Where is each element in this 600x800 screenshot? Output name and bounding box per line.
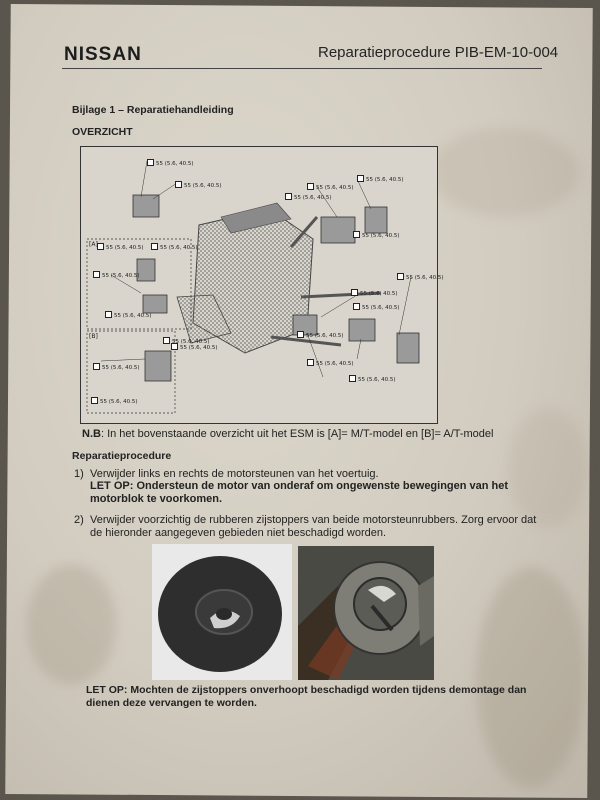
torque-callout: 55 (5.6, 40.5) xyxy=(151,243,198,251)
step-text: Verwijder links en rechts de motorsteunen van het voertuig. xyxy=(90,468,379,480)
torque-callout: 55 (5.6, 40.5) xyxy=(397,273,444,281)
mount-rubber-image xyxy=(298,546,434,680)
torque-callout: 55 (5.6, 40.5) xyxy=(307,183,354,191)
rubber-stopper-image xyxy=(152,544,292,680)
brand-logo: NISSAN xyxy=(64,44,142,65)
step-number: 2) xyxy=(74,514,84,526)
torque-callout: 55 (5.6, 40.5) xyxy=(97,243,144,251)
procedure-heading: Reparatieprocedure xyxy=(72,450,172,462)
torque-callout: 55 (5.6, 40.5) xyxy=(349,375,396,383)
torque-callout: 55 (5.6, 40.5) xyxy=(163,337,210,345)
annex-title: Bijlage 1 – Reparatiehandleiding xyxy=(72,104,234,116)
torque-callout: 55 (5.6, 40.5) xyxy=(357,175,404,183)
overview-heading: OVERZICHT xyxy=(72,126,133,138)
torque-callout: 55 (5.6, 40.5) xyxy=(297,331,344,339)
torque-callout: 55 (5.6, 40.5) xyxy=(93,271,140,279)
step-text: Verwijder voorzichtig de rubberen zijstoppers van beide motorsteunrubbers. Zorg ervoor dat de hieronder aangegeven gebieden niet beschadigd worden. xyxy=(90,514,537,539)
torque-callout: 55 (5.6, 40.5) xyxy=(171,343,218,351)
torque-callout: 55 (5.6, 40.5) xyxy=(351,289,398,297)
bracket-b-label: [B] xyxy=(89,333,98,340)
stain xyxy=(429,127,580,218)
torque-callout: 55 (5.6, 40.5) xyxy=(285,193,332,201)
bracket-a-label: [A] xyxy=(89,241,98,248)
mount-rubber-photo xyxy=(298,546,434,680)
stain xyxy=(475,567,587,788)
torque-callout: 55 (5.6, 40.5) xyxy=(93,363,140,371)
torque-callout: 55 (5.6, 40.5) xyxy=(307,359,354,367)
torque-callout: 55 (5.6, 40.5) xyxy=(353,303,400,311)
header-rule xyxy=(62,68,542,69)
torque-callout: 55 (5.6, 40.5) xyxy=(175,181,222,189)
torque-callout: 55 (5.6, 40.5) xyxy=(105,311,152,319)
document-title: Reparatieprocedure PIB-EM-10-004 xyxy=(318,44,559,61)
rubber-stopper-photo xyxy=(152,544,292,680)
stain xyxy=(26,564,117,685)
torque-callout: 55 (5.6, 40.5) xyxy=(91,397,138,405)
figure-note xyxy=(82,428,493,440)
step-warning: LET OP: Ondersteun de motor van onderaf om ongewenste bewegingen van het motorblok te voorkomen. xyxy=(90,480,509,505)
torque-callout: 55 (5.6, 40.5) xyxy=(353,231,400,239)
torque-callout: 55 (5.6, 40.5) xyxy=(147,159,194,167)
engine-mount-diagram xyxy=(80,146,444,424)
note-text: : In het bovenstaande overzicht uit het ESM is [A]= M/T-model en [B]= A/T-model xyxy=(100,428,494,440)
final-warning: LET OP: Mochten de zijstoppers onverhoopt beschadigd worden tijdens demontage dan dienen deze vervangen te worden. xyxy=(86,684,527,709)
note-label: N.B xyxy=(82,428,101,440)
step-number: 1) xyxy=(74,468,84,480)
